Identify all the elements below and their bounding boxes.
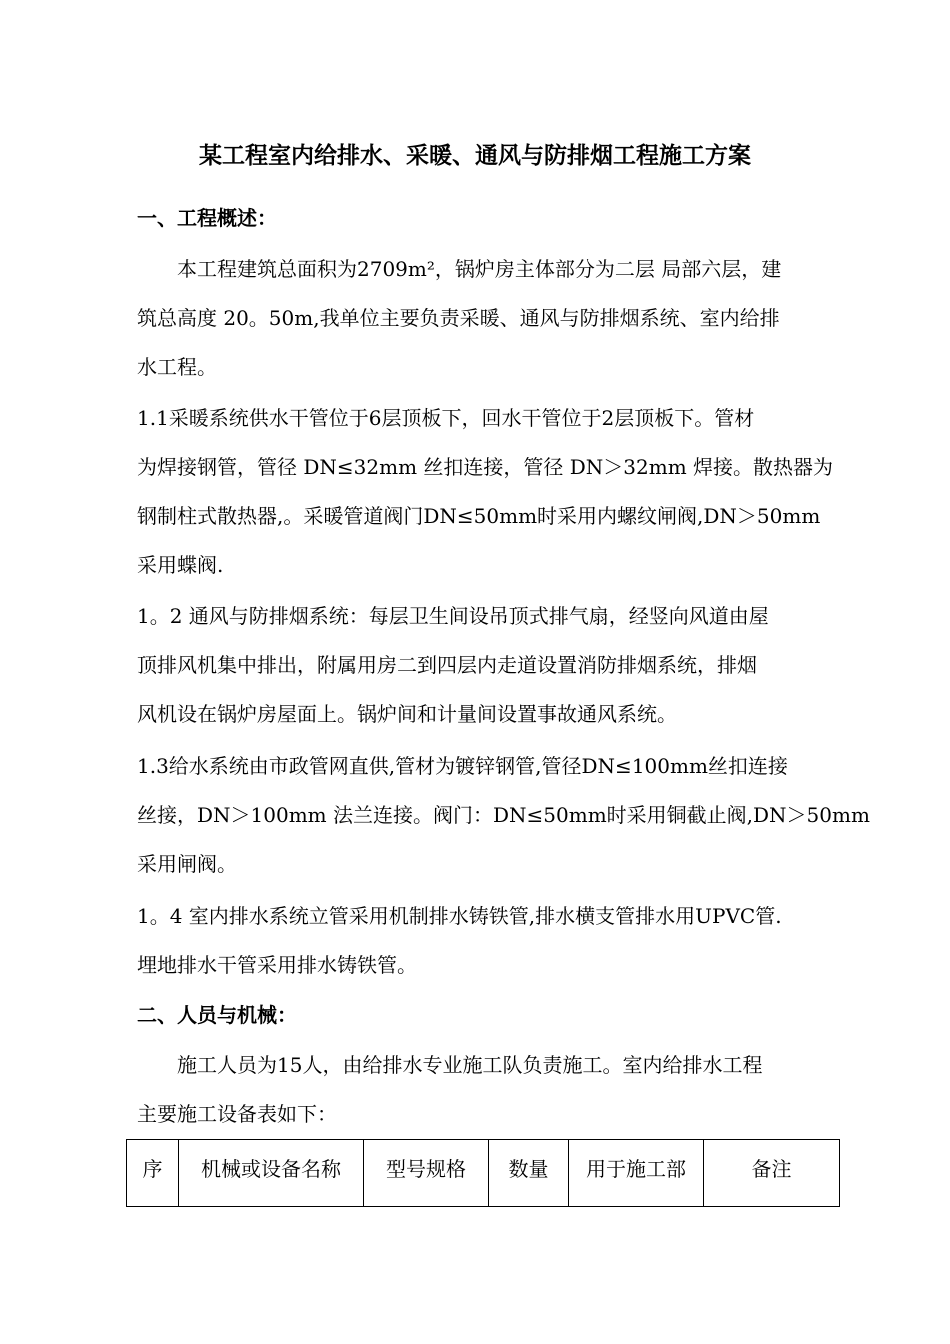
text-line: 1。2 通风与防排烟系统：每层卫生间设吊顶式排气扇，经竖向风道由屋	[137, 604, 769, 628]
text-line: 埋地排水干管采用排水铸铁管。	[137, 953, 417, 977]
column-header-model-spec: 型号规格	[364, 1140, 489, 1207]
column-header-remarks: 备注	[704, 1140, 840, 1207]
section-heading-overview: 一、工程概述：	[137, 206, 277, 230]
text-line: 采用蝶阀.	[137, 553, 224, 577]
text-line: 1。4 室内排水系统立管采用机制排水铸铁管,排水横支管排水用UPVC管.	[137, 904, 782, 928]
text-line: 水工程。	[137, 355, 217, 379]
column-header-quantity: 数量	[489, 1140, 569, 1207]
text-line: 筑总高度 20。50m,我单位主要负责采暖、通风与防排烟系统、室内给排	[137, 306, 780, 330]
equipment-table	[126, 1139, 840, 1207]
text-line: 1.3给水系统由市政管网直供,管材为镀锌钢管,管径DN≤100mm丝扣连接	[137, 754, 788, 778]
water-supply-paragraph	[137, 742, 870, 889]
table-header-row	[127, 1140, 840, 1207]
text-line: 本工程建筑总面积为2709m²，锅炉房主体部分为二层 局部六层，建	[177, 257, 782, 281]
ventilation-system-paragraph	[137, 592, 842, 739]
column-header-equipment-name: 机械或设备名称	[179, 1140, 364, 1207]
text-line: 顶排风机集中排出，附属用房二到四层内走道设置消防排烟系统，排烟	[137, 653, 757, 677]
heating-system-paragraph	[137, 394, 842, 590]
personnel-paragraph	[137, 1041, 842, 1139]
column-header-index: 序	[127, 1140, 179, 1207]
text-line: 1.1采暖系统供水干管位于6层顶板下，回水干管位于2层顶板下。管材	[137, 406, 755, 430]
text-line: 风机设在锅炉房屋面上。锅炉间和计量间设置事故通风系统。	[137, 702, 677, 726]
document-title: 某工程室内给排水、采暖、通风与防排烟工程施工方案	[199, 143, 751, 169]
column-header-usage-part: 用于施工部	[569, 1140, 704, 1207]
text-line: 施工人员为15人，由给排水专业施工队负责施工。室内给排水工程	[177, 1053, 763, 1077]
drainage-system-paragraph	[137, 892, 842, 990]
text-line: 采用闸阀。	[137, 852, 237, 876]
text-line: 丝接，DN＞100mm 法兰连接。阀门：DN≤50mm时采用铜截止阀,DN＞50mm	[137, 803, 870, 827]
text-line: 为焊接钢管，管径 DN≤32mm 丝扣连接，管径 DN＞32mm 焊接。散热器为	[137, 455, 834, 479]
overview-paragraph	[137, 245, 842, 392]
section-heading-personnel: 二、人员与机械：	[137, 1003, 297, 1027]
text-line: 钢制柱式散热器,。采暖管道阀门DN≤50mm时采用内螺纹闸阀,DN＞50mm	[137, 504, 821, 528]
text-line: 主要施工设备表如下：	[137, 1102, 337, 1126]
